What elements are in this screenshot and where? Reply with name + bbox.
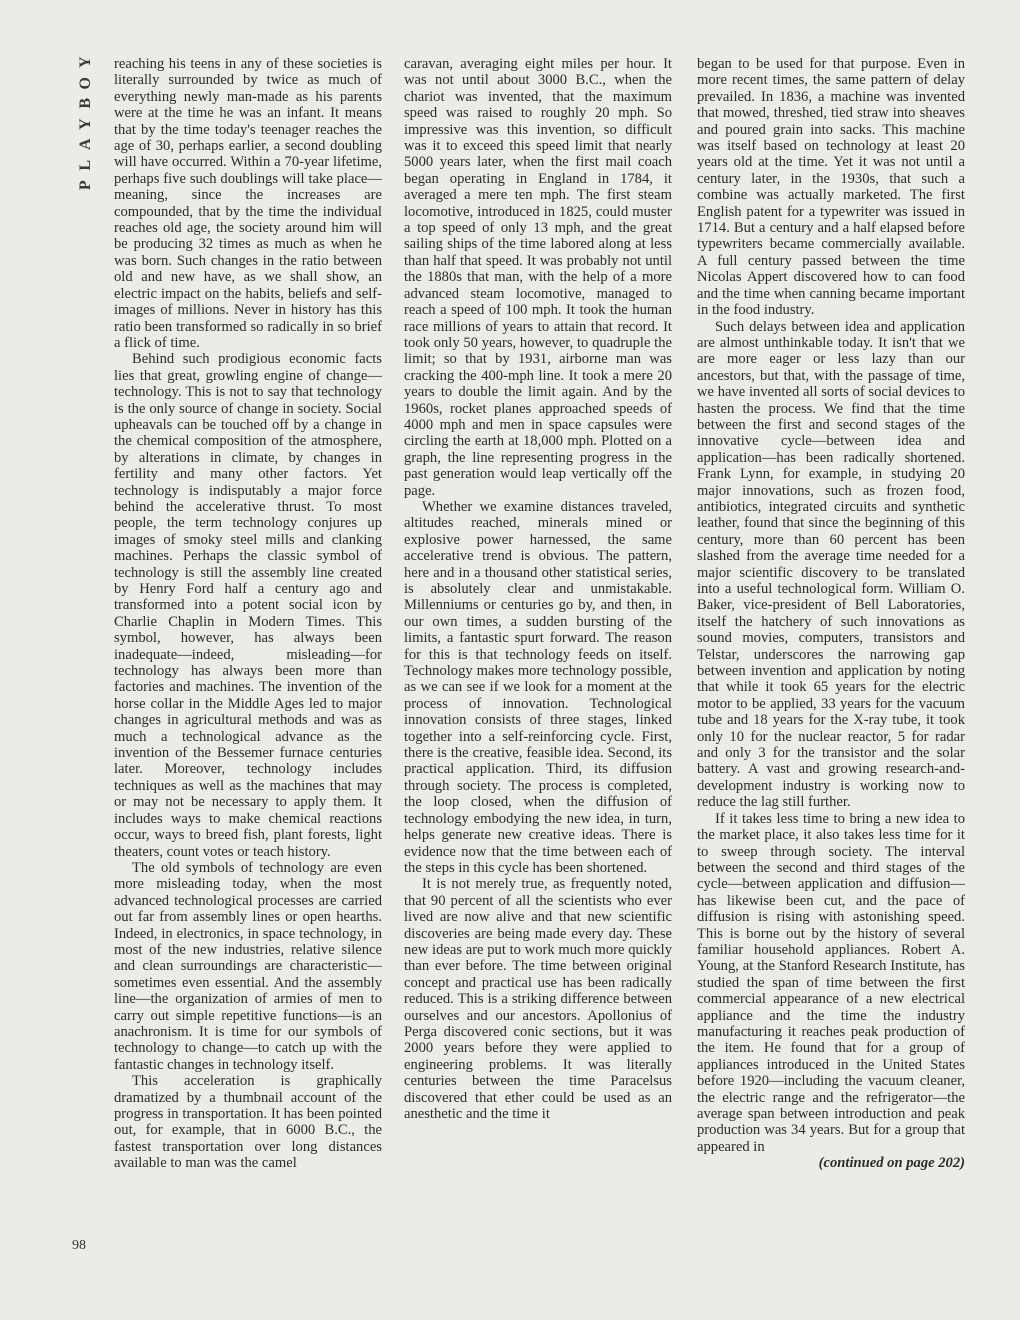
text-column-2 xyxy=(404,56,672,1122)
paragraph: began to be used for that purpose. Even in more recent times, the same pattern of delay prevailed. In 1836, a machine was invented that mowed, threshed, tied straw into sheaves and poured grain into sacks. This machine was itself based on technology at least 20 years old at the time. Yet it was not until a century later, in the 1930s, that such a combine was actually marketed. The first English patent for a typewriter was issued in 1714. But a century and a half elapsed before typewriters became commercially available. A full century passed between the time Nicolas Appert discovered how to can food and the time when canning became important in the food industry. xyxy=(697,56,965,319)
paragraph: If it takes less time to bring a new idea to the market place, it also takes less time for it to sweep through society. The interval between the second and third stages of the cycle—between application and diffusion—has likewise been cut, and the pace of diffusion is rising with astonishing speed. This is borne out by the history of several familiar household appliances. Robert A. Young, at the Stanford Research Institute, has studied the span of time between the first commercial appearance of a new electrical appliance and the time the industry manufacturing it reaches peak production of the item. He found that for a group of appliances introduced in the United States before 1920—including the vacuum cleaner, the electric range and the refrigerator—the average span between introduction and peak production was 34 years. But for a group that appeared in xyxy=(697,810,965,1155)
masthead-letter: B xyxy=(76,97,94,109)
paragraph: The old symbols of technology are even more misleading today, when the most advanced technological processes are carried out far from assembly lines or open hearths. Indeed, in electronics, in space technology, in most of the new industries, relative silence and clean surroundings are characteristic—sometimes even essential. And the assembly line—the organization of armies of men to carry out simple repetitive functions—is an anachronism. It is time for our symbols of technology to change—to catch up with the fantastic changes in technology itself. xyxy=(114,859,382,1073)
masthead-letter: A xyxy=(76,138,94,151)
paragraph: It is not merely true, as frequently noted, that 90 percent of all the scientists who ever lived are now alive and that new scientific discoveries are being made every day. These new ideas are put to work much more quickly than ever before. The time between original concept and practical use has been radically reduced. This is a striking difference between ourselves and our ancestors. Apollonius of Perga discovered conic sections, but it was 2000 years before they were applied to engineering problems. It was literally centuries between the time Paracelsus discovered that ether could be used as an anesthetic and the time it xyxy=(404,876,672,1122)
masthead-letter: Y xyxy=(76,56,94,69)
masthead xyxy=(72,52,100,192)
continued-line: (continued on page 202) xyxy=(818,1155,965,1172)
masthead-letter: O xyxy=(76,76,94,89)
paragraph: Behind such prodigious economic facts lies that great, growling engine of change—technology. This is not to say that technology is the only source of change in society. Social upheavals can be touched off by a change in the chemical composition of the atmosphere, by alterations in climate, by changes in fertility and many other factors. Yet technology is indisputably a major force behind the accelerative thrust. To most people, the term technology conjures up images of smoky steel mills and clanking machines. Perhaps the classic symbol of technology is still the assembly line created by Henry Ford half a century ago and transformed into a potent social icon by Charlie Chaplin in Modern Times. This symbol, however, has always been inadequate—indeed, misleading—for technology has always been more than factories and machines. The invention of the horse collar in the Middle Ages led to major changes in agricultural methods and was as much a technological advance as the invention of the Bessemer furnace centuries later. Moreover, technology includes techniques as well as the machines that may or may not be necessary to apply them. It includes ways to make chemical reactions occur, ways to breed fish, plant forests, light theaters, count votes or teach history. xyxy=(114,351,382,860)
paragraph: This acceleration is graphically dramatized by a thumbnail account of the progress in transportation. It has been pointed out, for example, that in 6000 B.C., the fastest transportation over long distances available to man was the camel xyxy=(114,1073,382,1172)
paragraph: Such delays between idea and application are almost unthinkable today. It isn't that we are more eager or less lazy than our ancestors, but that, with the passage of time, we have invented all sorts of social devices to hasten the process. We find that the time between the first and second stages of the innovative cycle—between idea and application—has been radically shortened. Frank Lynn, for example, in studying 20 major innovations, such as frozen food, antibiotics, integrated circuits and synthetic leather, found that since the beginning of this century, more than 60 percent has been slashed from the average time needed for a major scientific discovery to be translated into a useful technological form. William O. Baker, vice-president of Bell Laboratories, itself the hatchery of such innovations as sound movies, computers, transistors and Telstar, underscores the narrowing gap between invention and application by noting that while it took 65 years for the electric motor to be applied, 33 years for the vacuum tube and 18 years for the X-ray tube, it took only 10 for the nuclear reactor, 5 for radar and only 3 for the transistor and the solar battery. A vast and growing research-and-development industry is working now to reduce the lag still further. xyxy=(697,318,965,811)
paragraph: reaching his teens in any of these societies is literally surrounded by twice as much of everything newly man-made as his parents were at the time he was an infant. It means that by the time today's teenager reaches the age of 30, perhaps earlier, a second doubling will have occurred. Within a 70-year lifetime, perhaps five such doublings will take place—meaning, since the increases are compounded, that by the time the individual reaches old age, the society around him will be producing 32 times as much as when he was born. Such changes in the ratio between old and new have, as we shall show, an electric impact on the habits, beliefs and self-images of millions. Never in history has this ratio been transformed so radically in so brief a flick of time. xyxy=(114,56,382,351)
masthead-letter: L xyxy=(76,159,94,171)
text-column-3 xyxy=(697,56,965,1172)
masthead-letter: P xyxy=(76,180,94,191)
masthead-letter: Y xyxy=(76,117,94,130)
paragraph: caravan, averaging eight miles per hour. It was not until about 3000 B.C., when the chariot was invented, that the maximum speed was raised to roughly 20 mph. So impressive was this invention, so difficult was it to exceed this speed limit that nearly 5000 years later, when the first mail coach began operating in England in 1784, it averaged a mere ten mph. The first steam locomotive, introduced in 1825, could muster a top speed of only 13 mph, and the great sailing ships of the time labored along at less than half that speed. It was probably not until the 1880s that man, with the help of a more advanced steam locomotive, managed to reach a speed of 100 mph. It took the human race millions of years to attain that record. It took only 50 years, however, to quadruple the limit; so that by 1931, airborne man was cracking the 400-mph line. It took a mere 20 years to double the limit again. And by the 1960s, rocket planes approached speeds of 4000 mph and men in space capsules were circling the earth at 18,000 mph. Plotted on a graph, the line representing progress in the past generation would leap vertically off the page. xyxy=(404,56,672,499)
text-column-1 xyxy=(114,56,382,1172)
paragraph: Whether we examine distances traveled, altitudes reached, minerals mined or explosive power harnessed, the same accelerative trend is obvious. The pattern, here and in a thousand other statistical series, is absolutely clear and unmistakable. Millenniums or centuries go by, and then, in our own times, a sudden bursting of the limits, a fantastic spurt forward. The reason for this is that technology feeds on itself. Technology makes more technology possible, as we can see if we look for a moment at the process of innovation. Technological innovation consists of three stages, linked together into a self-reinforcing cycle. First, there is the creative, feasible idea. Second, its practical application. Third, its diffusion through society. The process is completed, the loop closed, when the diffusion of technology embodying the new idea, in turn, helps generate new creative ideas. There is evidence now that the time between each of the steps in this cycle has been shortened. xyxy=(404,498,672,876)
page-number: 98 xyxy=(72,1238,86,1253)
